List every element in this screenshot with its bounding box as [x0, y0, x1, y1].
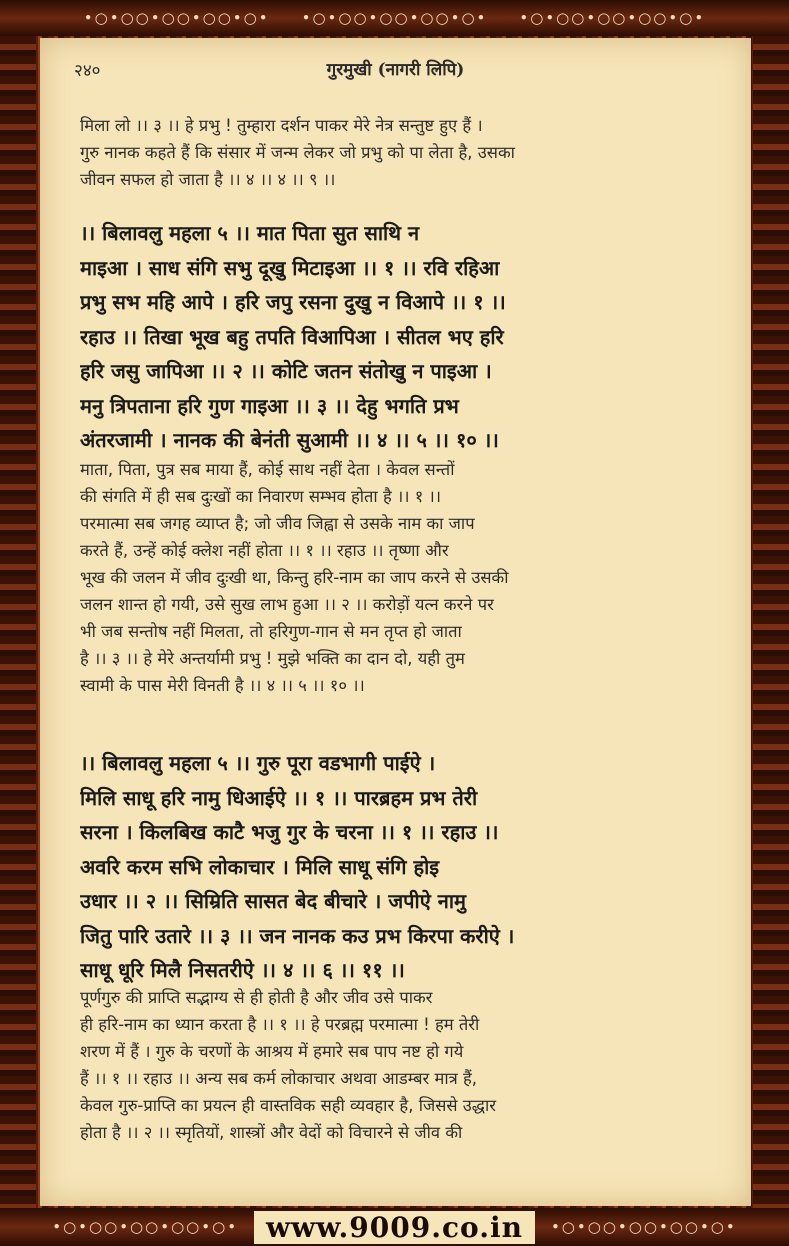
verse-line: मनु त्रिपताना हरि गुण गाइआ ।। ३ ।। देहु भगति प्रभ — [80, 393, 459, 418]
text-line: भी जब सन्तोष नहीं मिलता, तो हरिगुण-गान से मन तृप्त हो जाता — [80, 622, 462, 641]
text-line: पूर्णगुरु की प्राप्ति सद्भाग्य से ही होती है और जीव उसे पाकर — [80, 988, 433, 1007]
text-line: करते हैं, उन्हें कोई क्लेश नहीं होता ।। १ ।। रहाउ ।। तृष्णा और — [80, 541, 449, 560]
page-number: २४० — [74, 61, 101, 81]
website-watermark: www.9009.co.in — [254, 1211, 535, 1244]
verse-block-1 — [80, 216, 724, 458]
text-line: शरण में हैं । गुरु के चरणों के आश्रय में हमारे सब पाप नष्ट हो गये — [80, 1042, 464, 1061]
verse-line: ।। बिलावलु महला ५ ।। गुरु पूरा वडभागी पाईऐ । — [80, 751, 436, 775]
text-line: माता, पिता, पुत्र सब माया हैं, कोई साथ नहीं देता । केवल सन्तों — [80, 460, 455, 479]
verse-line: अवरि करम सभि लोकाचार । मिलि साधू संगि होइ — [80, 854, 440, 879]
ornament-left: •○•○○•○○•○○•○• — [83, 9, 270, 27]
translation-paragraph-2 — [80, 456, 722, 699]
verse-line: साधू धूरि मिलै निसतरीऐ ।। ४ ।। ६ ।। ११ ।। — [80, 958, 405, 982]
book-title: गुरमुखी (नागरी लिपि) — [326, 60, 465, 80]
frame-bottom-border — [0, 1208, 789, 1246]
verse-line: रहाउ ।। तिखा भूख बहु तपति विआपिआ । सीतल भए हरि — [80, 324, 504, 349]
verse-line: जितु पारि उतारे ।। ३ ।। जन नानक कउ प्रभ किरपा करीऐ । — [80, 923, 515, 948]
verse-line: हरि जसु जापिआ ।। २ ।। कोटि जतन संतोखु न पाइआ । — [80, 359, 492, 383]
frame-left-border — [0, 36, 36, 1208]
text-line: जीवन सफल हो जाता है ।। ४ ।। ४ ।। ९ ।। — [80, 170, 336, 189]
book-page — [40, 38, 751, 1206]
verse-line: प्रभु सभ महि आपे । हरि जपु रसना दुखु न विआपे ।। १ ।। — [80, 290, 506, 314]
ornament-bottom-right: •○•○○•○○•○○•○• — [550, 1218, 737, 1236]
verse-block-2 — [80, 746, 724, 988]
text-line: केवल गुरु-प्राप्ति का प्रयत्न ही वास्तविक सही व्यवहार है, जिससे उद्धार — [80, 1096, 497, 1115]
text-line: मिला लो ।। ३ ।। हे प्रभु ! तुम्हारा दर्शन पाकर मेरे नेत्र सन्तुष्ट हुए हैं । — [80, 116, 483, 135]
frame-top-border — [0, 0, 789, 36]
verse-line: सरना । किलबिख काटै भजु गुर के चरना ।। १ ।। रहाउ ।। — [80, 820, 499, 844]
verse-line: उधार ।। २ ।। सिम्रिति सासत बेद बीचारे । जपीऐ नामु — [80, 889, 466, 913]
verse-line: ।। बिलावलु महला ५ ।। मात पिता सुत साथि न — [80, 221, 420, 245]
text-line: भूख की जलन में जीव दुःखी था, किन्तु हरि-नाम का जाप करने से उसकी — [80, 568, 509, 587]
text-line: जलन शान्त हो गयी, उसे सुख लाभ हुआ ।। २ ।। करोड़ों यत्न करने पर — [80, 595, 494, 614]
verse-line: माइआ । साध संगि सभु दूखु मिटाइआ ।। १ ।। रवि रहिआ — [80, 255, 500, 280]
ornament-right: •○•○○•○○•○○•○• — [519, 9, 706, 27]
translation-paragraph-1 — [80, 112, 722, 193]
text-line: हैं ।। १ ।। रहाउ ।। अन्य सब कर्म लोकाचार अथवा आडम्बर मात्र हैं, — [80, 1069, 478, 1088]
ornament-center: •○•○○•○○•○○•○• — [301, 9, 488, 27]
text-line: परमात्मा सब जगह व्याप्त है; जो जीव जिह्वा से उसके नाम का जाप — [80, 514, 475, 533]
text-line: होता है ।। २ ।। स्मृतियों, शास्त्रों और वेदों को विचारने से जीव की — [80, 1123, 463, 1142]
verse-line: अंतरजामी । नानक की बेनंती सुआमी ।। ४ ।। ५ ।। १० ।। — [80, 428, 499, 452]
page-header — [40, 52, 751, 82]
text-line: ही हरि-नाम का ध्यान करता है ।। १ ।। हे परब्रह्म परमात्मा ! हम तेरी — [80, 1015, 480, 1034]
ornament-bottom-left: •○•○○•○○•○○•○• — [52, 1218, 239, 1236]
text-line: गुरु नानक कहते हैं कि संसार में जन्म लेकर जो प्रभु को पा लेता है, उसका — [80, 143, 515, 162]
frame-right-border — [753, 36, 789, 1208]
translation-paragraph-3 — [80, 984, 722, 1146]
text-line: स्वामी के पास मेरी विनती है ।। ४ ।। ५ ।। १० ।। — [80, 676, 365, 695]
verse-line: मिलि साधू हरि नामु धिआईऐ ।। १ ।। पारब्रहम प्रभ तेरी — [80, 785, 478, 810]
text-line: है ।। ३ ।। हे मेरे अन्तर्यामी प्रभु ! मुझे भक्ति का दान दो, यही तुम — [80, 649, 465, 668]
text-line: की संगति में ही सब दुःखों का निवारण सम्भव होता है ।। १ ।। — [80, 487, 442, 506]
